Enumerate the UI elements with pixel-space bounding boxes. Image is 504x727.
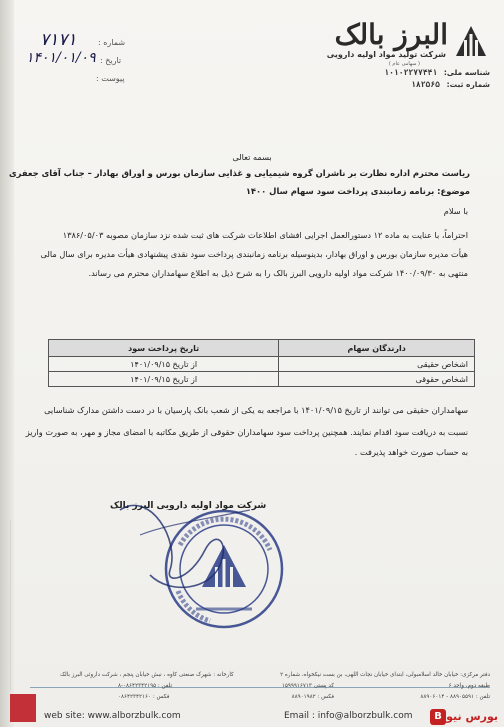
office-phone: تلفن : ۸۸۹۰۵۵۹۱ - ۸۸۹۰۶۰۱۴ — [420, 694, 490, 700]
footer-logo-icon — [10, 694, 36, 722]
alborz-bulk-logo-icon — [454, 24, 488, 58]
national-id-label: شناسه ملی: — [443, 68, 490, 77]
body-line-1: احتراماً، با عنایت به ماده ۱۲ دستورالعمل اجرایی افشای اطلاعات شرکت های ثبت شده نزد سازمان مصوبه ۱۳۸۶/۰۵/۰۳ — [62, 230, 468, 240]
letter-subject: موضوع: برنامه زمانبندی پرداخت سود سهام سال ۱۴۰۰ — [245, 186, 470, 196]
body-line-4: سهامداران حقیقی می توانند از تاریخ ۱۴۰۱/۰۹/۱۵ با مراجعه به یکی از شعب بانک پارسیان با در دست داشتن مدارک شناسایی — [44, 405, 468, 415]
basmala: بسمه تعالی — [232, 152, 272, 162]
table-header-date: تاریخ پرداخت سود — [49, 340, 279, 357]
website: web site: www.alborzbulk.com — [44, 711, 181, 721]
factory-fax: فکس : ۰۸۶۴۲۳۴۲۱۶۰ — [118, 694, 170, 700]
table-header-holders: دارندگان سهام — [279, 340, 475, 357]
table-cell-date: از تاریخ ۱۴۰۱/۰۹/۱۵ — [49, 357, 279, 372]
body-line-6: به حساب صورت خواهد پذیرفت . — [354, 447, 468, 457]
table-cell-holder: اشخاص حقیقی — [279, 357, 475, 372]
registration-label: شماره ثبت: — [446, 80, 490, 89]
office-address: دفتر مرکزی: خیابان خالد اسلامبولی، ابتدای خیابان نجات اللهی، بن بست نیکخواه، شماره ۲ — [280, 672, 490, 678]
factory-address: کارخانه : شهرک صنعتی کاوه ، نبش خیابان پنجم ، شرکت داروئی البرز بالک — [60, 672, 234, 678]
number-handwritten: ۷۱۷۱ — [40, 30, 77, 50]
registration-value: ۱۸۲۵۶۵ — [411, 80, 440, 89]
email: Email : info@alborzbulk.com — [284, 711, 413, 721]
signature-company: شرکت مواد اولیه دارویی البرز بالک — [110, 501, 267, 511]
office-fax: فکس : ۸۸۹۰۱۹۸۲ — [291, 694, 334, 700]
number-label: شماره : — [98, 38, 126, 47]
body-line-3: منتهی به ۱۴۰۰/۰۹/۳۰ شرکت مواد اولیه دارویی البرز بالک را به شرح ذیل به اطلاع سهامداران محترم می رساند. — [88, 268, 468, 278]
table-row — [49, 357, 475, 372]
greeting: با سلام — [443, 206, 468, 216]
postal-code: کد پستی ۱۵۹۹۹۱۶۷۱۳ — [281, 683, 334, 689]
company-type: ( سهامی عام ) — [388, 61, 420, 67]
company-name: شرکت تولید مواد اولیه دارویی — [326, 50, 446, 59]
paper-fold — [10, 520, 11, 690]
table-cell-date: از تاریخ ۱۴۰۱/۰۹/۱۵ — [49, 372, 279, 387]
table-row — [49, 372, 475, 387]
attachment-label: پیوست : — [96, 74, 125, 83]
body-line-2: هیأت مدیره سازمان بورس و اوراق بهادار، بدینوسیله برنامه زمانبندی پرداخت سود نقدی پیشنهادی هیأت مدیره برای سال مالی — [40, 249, 468, 259]
brand-name: البرز بالک — [334, 18, 448, 51]
registration-row — [411, 80, 490, 89]
page-edge-shadow — [0, 0, 14, 727]
national-id-value: ۱۰۱۰۲۲۷۷۴۴۱ — [384, 68, 438, 77]
factory-phone: تلفن : ۰۸۶۴۲۳۴۲۱۹۵-۸ — [118, 683, 173, 689]
office-floor: طبقه دوم، واحد ۶ — [448, 683, 490, 689]
table-header-row — [49, 340, 475, 357]
body-line-5: نسبت به دریافت سود اقدام نمایند. همچنین پرداخت سود سهامداران حقوقی از طریق مکاتبه با امضای مجاز و مهر، به صورت واریز — [25, 427, 468, 437]
date-label: تاریخ : — [100, 56, 122, 65]
watermark: بورس نیوز — [439, 710, 498, 723]
handwritten-signature — [110, 480, 270, 600]
table-cell-holder: اشخاص حقوقی — [279, 372, 475, 387]
date-handwritten: ۱۴۰۱/۰۱/۰۹ — [26, 50, 96, 66]
dividend-schedule-table — [48, 339, 475, 387]
boursenews-logo-icon: B — [430, 709, 446, 725]
national-id-row — [384, 68, 490, 77]
recipient-title: ریاست محترم اداره نظارت بر ناشران گروه شیمیایی و غذایی سازمان بورس و اوراق بهادار – جناب آقای جعفری — [9, 168, 470, 178]
footer-divider — [30, 687, 490, 688]
